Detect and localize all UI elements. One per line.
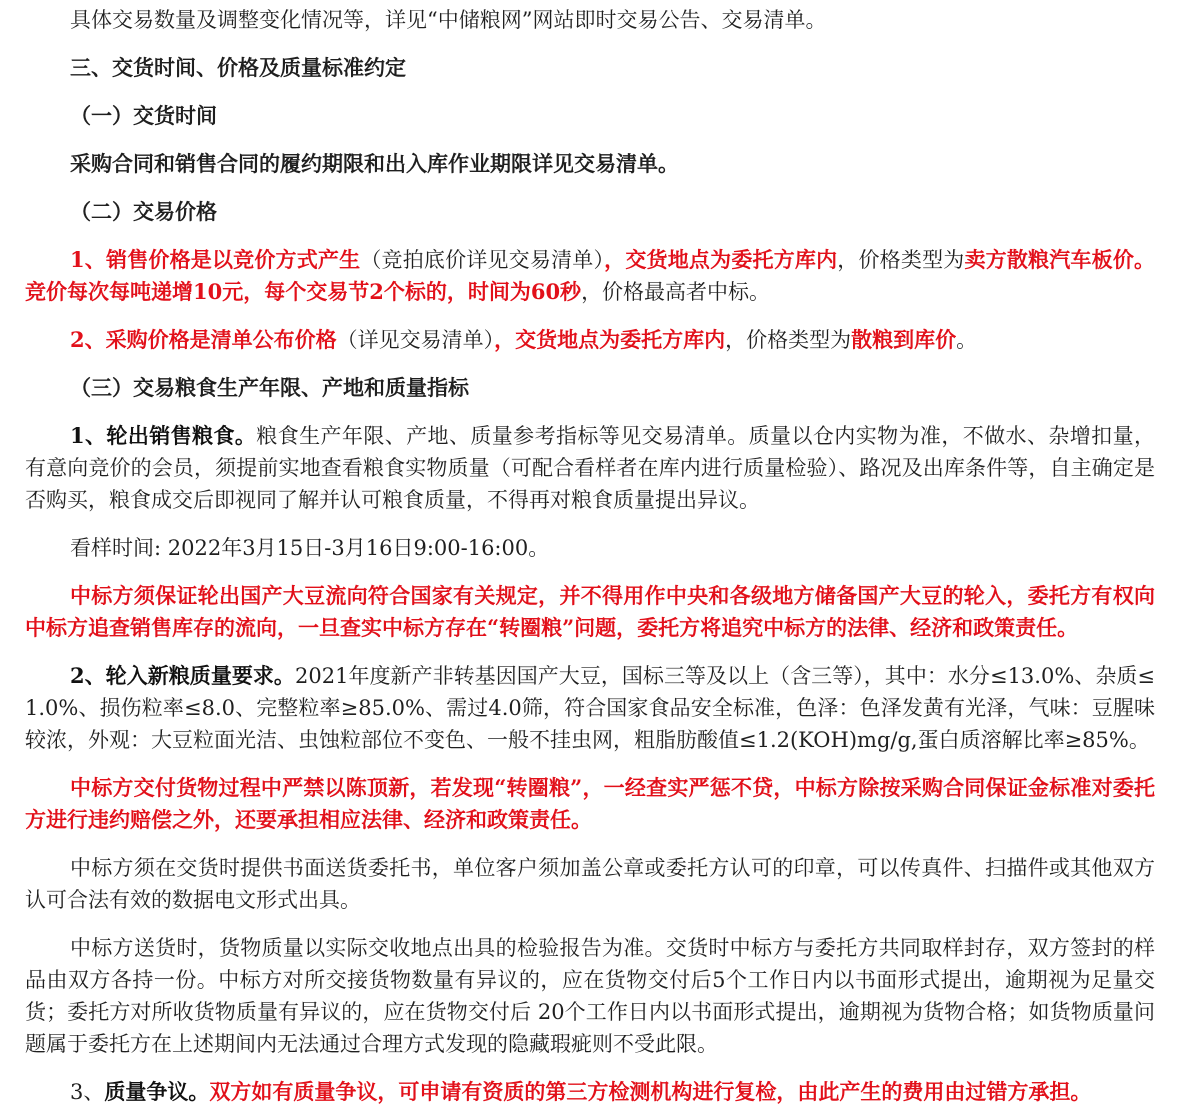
viewing-time: 看样时间: 2022年3月15日-3月16日9:00-16:00。 xyxy=(70,536,550,560)
quality-heading: （三）交易粮食生产年限、产地和质量指标 xyxy=(70,375,469,400)
sales-price-type-rules: 卖方散粮汽车板价。竞价每次每吨递增10元，每个交易节2个标的，时间为60秒 xyxy=(25,247,1156,304)
dispute-number: 3、 xyxy=(70,1080,105,1104)
purchase-price-lead: 2、采购价格是清单公布价格 xyxy=(70,327,337,352)
sales-price-paragraph xyxy=(25,244,1155,308)
flow-warning: 中标方须保证轮出国产大豆流向符合国家有关规定，并不得用作中央和各级地方储备国产大豆的轮入，委托方有权向中标方追查销售库存的流向，一旦查实中标方存在“转圈粮”问题，委托方将追究中标方的法律、经济和政策责任。 xyxy=(25,583,1155,640)
trade-details-note: 具体交易数量及调整变化情况等，详见“中储粮网”网站即时交易公告、交易清单。 xyxy=(70,8,827,32)
purchase-price-note: （详见交易清单） xyxy=(336,328,495,352)
purchase-price-end: 。 xyxy=(956,328,978,352)
purchase-price-type: 散粮到库价 xyxy=(851,327,957,352)
rotation-out-paragraph xyxy=(25,420,1155,516)
section-heading: 三、交货时间、价格及质量标准约定 xyxy=(70,55,406,80)
purchase-price-paragraph xyxy=(25,324,1155,356)
delivery-time-heading: （一）交货时间 xyxy=(70,103,217,128)
rotation-in-text: 2021年度新产非转基因国产大豆，国标三等及以上（含三等），其中：水分≤13.0%、杂质≤1.0%、损伤粒率≤8.0、完整粒率≥85.0%、需过4.0筛，符合国家食品安全标准，色泽：色泽发黄有光泽，气味：豆腥味较浓，外观：大豆粒面光洁、虫蚀粒部位不变色、一般不挂虫网，粗脂肪酸值≤1.2(KOH)mg/g,蛋白质溶解比率≥85%。 xyxy=(25,664,1156,752)
rotation-out-title: 1、轮出销售粮食。 xyxy=(70,423,257,448)
sales-price-type-label: ，价格类型为 xyxy=(837,248,965,272)
sales-price-lead: 1、销售价格是以竞价方式产生 xyxy=(70,247,361,272)
inspection-paragraph: 中标方送货时，货物质量以实际交收地点出具的检验报告为准。交货时中标方与委托方共同取样封存，双方签封的样品由双方各持一份。中标方对所交接货物数量有异议的，应在货物交付后5个工作日内以书面形式提出，逾期视为足量交货；委托方对所收货物质量有异议的，应在货物交付后 20个工作日内以书面形式提出，逾期视为货物合格；如货物质量问题属于委托方在上述期间内无法通过合理方式发现的隐藏瑕疵则不受此限。 xyxy=(25,936,1155,1056)
consignment-paragraph: 中标方须在交货时提供书面送货委托书，单位客户须加盖公章或委托方认可的印章，可以传真件、扫描件或其他双方认可合法有效的数据电文形式出具。 xyxy=(25,856,1155,912)
rotation-in-title: 2、轮入新粮质量要求。 xyxy=(70,663,295,688)
dispute-paragraph xyxy=(25,1076,1155,1108)
rotation-in-paragraph xyxy=(25,660,1155,756)
dispute-title: 质量争议。 xyxy=(104,1079,210,1104)
sales-price-winner: ，价格最高者中标。 xyxy=(581,280,771,304)
purchase-delivery-location: ，交货地点为委托方库内 xyxy=(494,327,726,352)
rotation-out-text: 粮食生产年限、产地、质量参考指标等见交易清单。质量以仓内实物为准，不做水、杂增扣量，有意向竞价的会员，须提前实地查看粮食实物质量（可配合看样者在库内进行质量检验）、路况及出库条件等，自主确定是否购买，粮食成交后即视同了解并认可粮食质量，不得再对粮食质量提出异议。 xyxy=(25,424,1155,512)
trade-price-heading: （二）交易价格 xyxy=(70,199,217,224)
sales-delivery-location: ，交货地点为委托方库内 xyxy=(604,247,838,272)
delivery-warning: 中标方交付货物过程中严禁以陈顶新，若发现“转圈粮”，一经查实严惩不贷，中标方除按采购合同保证金标准对委托方进行违约赔偿之外，还要承担相应法律、经济和政策责任。 xyxy=(25,775,1155,832)
delivery-time-text: 采购合同和销售合同的履约期限和出入库作业期限详见交易清单。 xyxy=(70,151,679,176)
purchase-price-type-label: ，价格类型为 xyxy=(725,328,852,352)
sales-price-note: （竞拍底价详见交易清单） xyxy=(360,248,605,272)
dispute-text: 双方如有质量争议，可申请有资质的第三方检测机构进行复检，由此产生的费用由过错方承担。 xyxy=(209,1079,1092,1104)
